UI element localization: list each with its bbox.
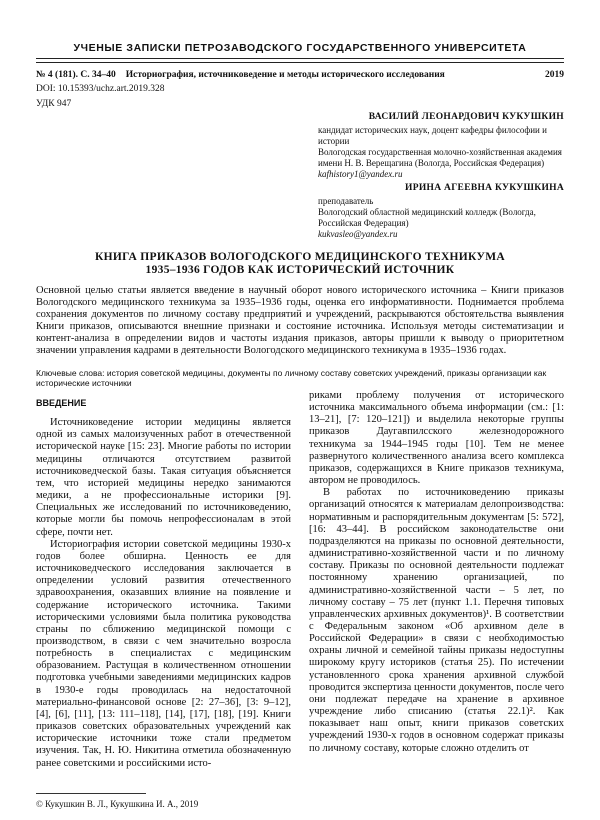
- rubric: Историография, источниковедение и методы исторического исследования: [125, 70, 445, 80]
- author-position: кандидат исторических наук, доцент кафедры философии и истории: [318, 125, 547, 146]
- author-email: kukvasleo@yandex.ru: [318, 229, 398, 239]
- paragraph: риками проблему получения от исторического источника максимального объема информации (см.: [1: 13–21], [7: 120–121]) и выделила некоторые группы приказов Даугавпилсского железнодорожного техникума за 1944–1945 годы [10]. Тем не менее развернутого количественного анализа всего комплекса приказов, содержащихся в Книге приказов техникума, автором не проводилось.: [309, 390, 564, 487]
- author-name: ИРИНА АГЕЕВНА КУКУШКИНА: [405, 183, 564, 193]
- column-right: [309, 390, 564, 755]
- article-title: [36, 251, 564, 277]
- author-position: преподаватель: [318, 196, 374, 206]
- author-email: kafhistory1@yandex.ru: [318, 169, 403, 179]
- header-rule-top: [36, 58, 564, 59]
- paragraph: Источниковедение истории медицины является одной из самых малоизученных работ в отечественной исторической науке [15: 23]. Многие работы по истории медицины отличаются отсутствием развитой источниковедческой базы. Такая ситуация объясняется тем, что историей медицины нередко занимаются медики, а не профессиональные историки [9]. Специальных же исследований по источниковедению, которые могли бы помочь непрофессионалам в этой сфере, почти нет.: [36, 417, 291, 538]
- section-heading: ВВЕДЕНИЕ: [36, 398, 87, 408]
- author-affiliation: Вологодский областной медицинский колледж (Вологда, Российская Федерация): [318, 207, 536, 228]
- author-2: [318, 183, 564, 240]
- paragraph: В работах по источниковедению приказы организаций относятся к материалам делопроизводства: нормативным и распорядительным документам [5: 572], [16: 43–44]. В российском законодательстве они подразделяются на приказы по основной деятельности, административно-хозяйственной части и по личному составу. Приказы по основной деятельности подлежат постоянному хранению организацией, по административно-хозяйственной части – 5 лет, по личному составу – 75 лет (пункт 1.1. Перечня типовых управленческих архивных документов)¹. В соответствии с Федеральным законом «Об архивном деле в Российской Федерации» в связи с необходимостью охраны личной и семейной тайны приказы недоступны широкому кругу историков (статья 25). По истечении установленного срока хранения архивной службой проводится экспертиза ценности документов, после чего они подлежат передаче на хранение в архивное учреждение либо списанию (статья 22.1)². Как показывает наш опыт, книги приказов советских учреждений 1930-х годов в основном содержат приказы по личному составу, которые сложно отделить от: [309, 487, 564, 754]
- copyright: © Кукушкин В. Л., Кукушкина И. А., 2019: [36, 799, 199, 809]
- column-left: [36, 397, 291, 770]
- issue-number: № 4 (181). С. 34–40: [36, 70, 116, 80]
- doi: DOI: 10.15393/uchz.art.2019.328: [36, 84, 165, 94]
- author-1: [318, 112, 564, 180]
- footnote-rule: [36, 793, 146, 794]
- keywords: Ключевые слова: история советской медицины, документы по личному составу советских учреждений, приказы организации как исторические источники: [36, 368, 547, 388]
- paragraph: Историография истории советской медицины 1930-х годов более обширна. Ценность ее для источниковедческого исследования заключается в определении условий развития отечественного здравоохранения, оказавших влияние на появление и содержание исторического источника. Такими историческими условиями была политика руководства страны по сближению медицинской помощи с производством, в связи с чем значительно возросла потребность в специалистах с медицинским образованием. Растущая в количественном отношении подготовка учебными заведениями медицинских кадров в 1930-е годы проводилась на недостаточной материально-финансовой основе [2: 27–36], [3: 9–12], [4], [6], [11], [13: 111–118], [14], [17], [18], [19]. Книги приказов советских образовательных учреждений как исторические источники тоже стали предметом изучения. Так, Н. Ю. Никитина отметила обозначенную ранее советскими и российскими исто-: [36, 538, 291, 769]
- article-title-line2: 1935–1936 ГОДОВ КАК ИСТОРИЧЕСКИЙ ИСТОЧНИК: [145, 264, 455, 276]
- article-title-line1: КНИГА ПРИКАЗОВ ВОЛОГОДСКОГО МЕДИЦИНСКОГО ТЕХНИКУМА: [95, 251, 505, 263]
- issue-line: [36, 70, 564, 80]
- udk: УДК 947: [36, 99, 72, 109]
- header-rule-bottom: [36, 62, 564, 63]
- journal-title: УЧЕНЫЕ ЗАПИСКИ ПЕТРОЗАВОДСКОГО ГОСУДАРСТВЕННОГО УНИВЕРСИТЕТА: [73, 42, 527, 54]
- author-name: ВАСИЛИЙ ЛЕОНАРДОВИЧ КУКУШКИН: [368, 112, 564, 122]
- issue-year: 2019: [545, 70, 564, 80]
- abstract: Основной целью статьи является введение в научный оборот нового исторического источника – Книги приказов Вологодского медицинского техникума за 1935–1936 годы, оценка его информативности. Поднимается проблема сохранения документов по личному составу предприятий и учреждений, раскрываются обстоятельства выявления Книги приказов, описываются внешние признаки и состояние источника. Используя методы систематизации и контент-анализа в определении видов и частоты издания приказов, авторы пришли к выводу о приоритетном значении управления кадрами в деятельности Вологодского медицинского техникума в 1935–1936 годах.: [36, 285, 564, 356]
- author-affiliation: Вологодская государственная молочно-хозяйственная академия имени Н. В. Верещагина (Вологда, Российская Федерация): [318, 147, 562, 168]
